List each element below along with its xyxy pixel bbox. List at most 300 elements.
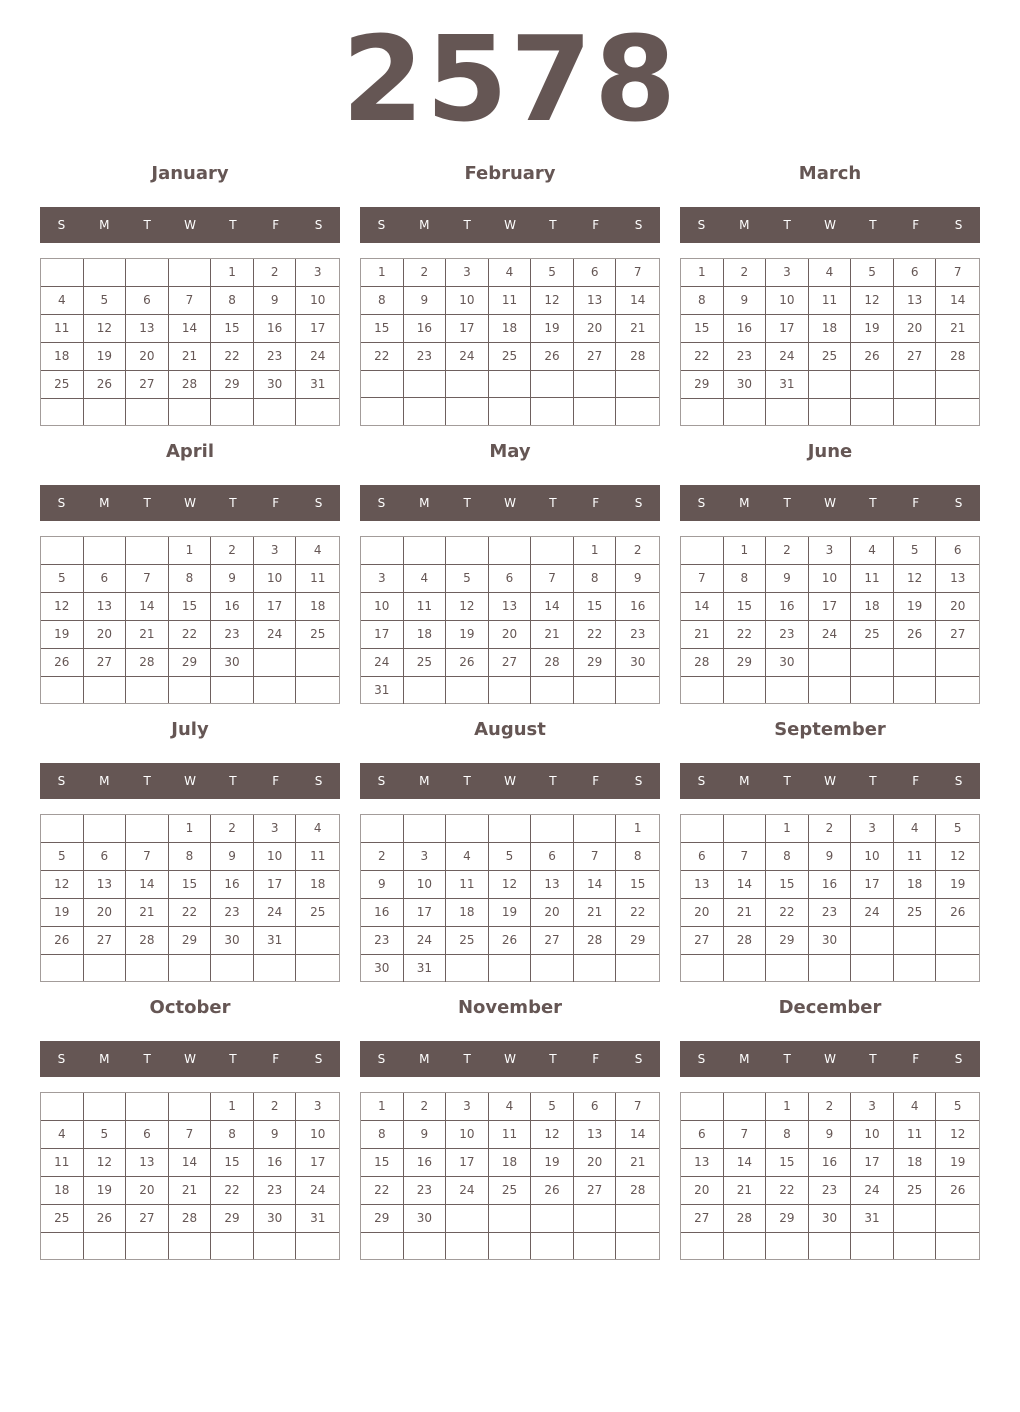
- day-cell: [404, 371, 447, 398]
- day-cell: [681, 1233, 724, 1259]
- day-cell: 12: [489, 871, 532, 899]
- day-cell: 4: [489, 259, 532, 287]
- day-cell: 20: [574, 315, 617, 343]
- weekday-label: F: [272, 1052, 280, 1066]
- day-cell: 1: [616, 815, 659, 843]
- weekday-label: T: [463, 218, 471, 232]
- weekday-label: F: [592, 496, 600, 510]
- day-cell: 25: [41, 371, 84, 399]
- day-cell: 10: [851, 843, 894, 871]
- day-grid: [360, 258, 660, 426]
- weekday-label: M: [99, 774, 110, 788]
- day-cell: [936, 1205, 979, 1233]
- day-cell: 1: [169, 815, 212, 843]
- day-cell: [446, 1233, 489, 1259]
- weekday-label: S: [57, 1052, 66, 1066]
- day-cell: 11: [41, 315, 84, 343]
- weekday-header: [360, 207, 660, 243]
- day-cell: 29: [616, 927, 659, 955]
- day-cell: 30: [254, 1205, 297, 1233]
- day-cell: 7: [574, 843, 617, 871]
- day-cell: 22: [361, 1177, 404, 1205]
- day-cell: [254, 649, 297, 677]
- day-cell: 4: [41, 287, 84, 315]
- weekday-label: F: [912, 774, 920, 788]
- day-cell: 2: [254, 259, 297, 287]
- day-cell: 22: [766, 899, 809, 927]
- day-cell: 4: [41, 1121, 84, 1149]
- month-title: April: [165, 441, 215, 462]
- day-cell: 17: [254, 871, 297, 899]
- weekday-label: T: [229, 1052, 237, 1066]
- day-cell: 25: [809, 343, 852, 371]
- day-cell: 2: [404, 1093, 447, 1121]
- month-title: December: [778, 997, 882, 1018]
- day-cell: 23: [211, 621, 254, 649]
- day-cell: [681, 955, 724, 981]
- day-cell: [574, 815, 617, 843]
- day-cell: 30: [616, 649, 659, 677]
- weekday-label: M: [739, 1052, 750, 1066]
- day-cell: [936, 371, 979, 399]
- day-cell: 5: [851, 259, 894, 287]
- weekday-label: M: [99, 218, 110, 232]
- day-cell: 16: [724, 315, 767, 343]
- day-cell: 5: [936, 1093, 979, 1121]
- day-cell: 6: [489, 565, 532, 593]
- day-cell: 21: [936, 315, 979, 343]
- day-cell: 9: [404, 287, 447, 315]
- day-cell: 6: [531, 843, 574, 871]
- day-cell: 8: [361, 1121, 404, 1149]
- day-cell: [84, 1233, 127, 1259]
- weekday-label: W: [184, 496, 196, 510]
- day-cell: 21: [724, 899, 767, 927]
- month-title: July: [171, 719, 209, 740]
- weekday-label: T: [229, 496, 237, 510]
- day-cell: [254, 399, 297, 425]
- day-cell: 19: [936, 871, 979, 899]
- day-cell: 14: [616, 1121, 659, 1149]
- weekday-label: W: [824, 496, 836, 510]
- day-cell: 31: [766, 371, 809, 399]
- day-cell: [404, 537, 447, 565]
- day-cell: [851, 677, 894, 703]
- day-cell: 7: [169, 1121, 212, 1149]
- weekday-label: T: [869, 496, 877, 510]
- day-cell: [724, 955, 767, 981]
- day-cell: 18: [446, 899, 489, 927]
- day-cell: 2: [616, 537, 659, 565]
- weekday-label: T: [143, 496, 151, 510]
- day-cell: 28: [169, 371, 212, 399]
- day-cell: 27: [894, 343, 937, 371]
- day-cell: 30: [809, 927, 852, 955]
- day-cell: [126, 955, 169, 981]
- day-cell: 24: [446, 1177, 489, 1205]
- day-cell: 22: [766, 1177, 809, 1205]
- day-cell: 20: [531, 899, 574, 927]
- month-title: August: [474, 719, 546, 740]
- day-cell: 31: [851, 1205, 894, 1233]
- day-cell: [936, 649, 979, 677]
- day-cell: 1: [211, 1093, 254, 1121]
- day-cell: [809, 1233, 852, 1259]
- day-cell: [169, 1233, 212, 1259]
- day-cell: [404, 398, 447, 425]
- day-cell: [126, 537, 169, 565]
- day-cell: 24: [446, 343, 489, 371]
- day-cell: 1: [766, 1093, 809, 1121]
- day-cell: 10: [254, 843, 297, 871]
- day-cell: [489, 398, 532, 425]
- day-cell: 22: [361, 343, 404, 371]
- day-cell: 28: [169, 1205, 212, 1233]
- day-cell: 29: [169, 927, 212, 955]
- weekday-label: F: [592, 218, 600, 232]
- day-cell: [84, 815, 127, 843]
- day-cell: 27: [936, 621, 979, 649]
- day-cell: [296, 1233, 339, 1259]
- weekday-label: S: [57, 218, 66, 232]
- day-cell: 9: [361, 871, 404, 899]
- day-cell: 18: [489, 315, 532, 343]
- day-grid: [40, 814, 340, 982]
- day-cell: 10: [766, 287, 809, 315]
- weekday-label: M: [99, 1052, 110, 1066]
- day-cell: 12: [84, 315, 127, 343]
- day-cell: 2: [724, 259, 767, 287]
- day-cell: 24: [766, 343, 809, 371]
- day-cell: 5: [446, 565, 489, 593]
- day-cell: 24: [809, 621, 852, 649]
- day-cell: [489, 371, 532, 398]
- day-cell: 21: [724, 1177, 767, 1205]
- day-cell: [616, 398, 659, 425]
- day-cell: 5: [41, 565, 84, 593]
- day-cell: [809, 955, 852, 981]
- day-cell: [681, 399, 724, 425]
- day-cell: 7: [936, 259, 979, 287]
- day-cell: 27: [126, 1205, 169, 1233]
- day-cell: [531, 1205, 574, 1233]
- day-cell: 23: [809, 899, 852, 927]
- day-cell: [296, 677, 339, 703]
- day-cell: [84, 677, 127, 703]
- day-cell: 26: [531, 343, 574, 371]
- day-cell: [489, 537, 532, 565]
- day-cell: 3: [361, 565, 404, 593]
- day-cell: [894, 677, 937, 703]
- day-cell: 3: [766, 259, 809, 287]
- day-cell: 7: [616, 259, 659, 287]
- day-cell: 20: [894, 315, 937, 343]
- day-cell: [84, 1093, 127, 1121]
- day-cell: 13: [894, 287, 937, 315]
- day-cell: 15: [361, 315, 404, 343]
- day-cell: 3: [404, 843, 447, 871]
- day-cell: 12: [531, 1121, 574, 1149]
- day-cell: 8: [361, 287, 404, 315]
- day-cell: 4: [296, 815, 339, 843]
- weekday-label: F: [272, 496, 280, 510]
- day-cell: 12: [936, 843, 979, 871]
- day-cell: 13: [574, 1121, 617, 1149]
- day-cell: 25: [894, 1177, 937, 1205]
- day-cell: 20: [84, 621, 127, 649]
- day-cell: 27: [531, 927, 574, 955]
- day-cell: [809, 649, 852, 677]
- day-cell: [531, 1233, 574, 1259]
- day-cell: 31: [254, 927, 297, 955]
- day-cell: 15: [724, 593, 767, 621]
- day-cell: 26: [936, 899, 979, 927]
- day-cell: [361, 815, 404, 843]
- day-cell: [489, 1233, 532, 1259]
- day-cell: 2: [766, 537, 809, 565]
- day-cell: [361, 1233, 404, 1259]
- day-cell: [41, 537, 84, 565]
- day-cell: 14: [681, 593, 724, 621]
- day-cell: [84, 537, 127, 565]
- day-cell: 6: [126, 287, 169, 315]
- weekday-label: S: [954, 218, 963, 232]
- day-cell: 5: [84, 287, 127, 315]
- weekday-label: S: [634, 496, 643, 510]
- day-cell: 15: [766, 871, 809, 899]
- day-cell: [574, 371, 617, 398]
- day-cell: [724, 1233, 767, 1259]
- day-cell: [894, 371, 937, 399]
- day-cell: 24: [296, 343, 339, 371]
- day-cell: 17: [851, 871, 894, 899]
- weekday-label: S: [57, 496, 66, 510]
- weekday-label: T: [463, 1052, 471, 1066]
- day-cell: [404, 815, 447, 843]
- day-cell: 4: [894, 1093, 937, 1121]
- day-cell: 27: [84, 927, 127, 955]
- day-cell: 3: [851, 815, 894, 843]
- day-cell: 3: [446, 259, 489, 287]
- day-cell: 14: [574, 871, 617, 899]
- day-cell: 9: [766, 565, 809, 593]
- day-cell: [211, 677, 254, 703]
- day-cell: [936, 399, 979, 425]
- day-cell: [446, 371, 489, 398]
- day-cell: 27: [681, 1205, 724, 1233]
- day-cell: [616, 677, 659, 704]
- day-cell: [296, 927, 339, 955]
- weekday-header: [360, 485, 660, 521]
- weekday-label: T: [869, 1052, 877, 1066]
- day-cell: 21: [681, 621, 724, 649]
- day-cell: 17: [446, 1149, 489, 1177]
- weekday-label: T: [143, 774, 151, 788]
- day-cell: 11: [851, 565, 894, 593]
- day-cell: 21: [169, 343, 212, 371]
- day-cell: [41, 399, 84, 425]
- weekday-header: [680, 763, 980, 799]
- day-cell: 6: [574, 259, 617, 287]
- weekday-label: T: [143, 1052, 151, 1066]
- day-cell: [724, 399, 767, 425]
- weekday-label: M: [99, 496, 110, 510]
- day-cell: 18: [41, 1177, 84, 1205]
- day-cell: 25: [404, 649, 447, 677]
- day-cell: 7: [681, 565, 724, 593]
- day-cell: 14: [616, 287, 659, 315]
- day-cell: 2: [361, 843, 404, 871]
- day-cell: 26: [489, 927, 532, 955]
- day-cell: 15: [766, 1149, 809, 1177]
- weekday-label: T: [143, 218, 151, 232]
- day-cell: 4: [489, 1093, 532, 1121]
- day-cell: [169, 677, 212, 703]
- day-cell: [211, 399, 254, 425]
- day-cell: 4: [851, 537, 894, 565]
- day-cell: 19: [84, 343, 127, 371]
- day-cell: [126, 1093, 169, 1121]
- day-cell: 13: [681, 1149, 724, 1177]
- day-cell: [296, 955, 339, 981]
- weekday-label: S: [57, 774, 66, 788]
- day-cell: [126, 259, 169, 287]
- day-cell: 13: [531, 871, 574, 899]
- weekday-label: S: [314, 218, 323, 232]
- day-cell: 28: [616, 1177, 659, 1205]
- day-cell: 4: [809, 259, 852, 287]
- day-cell: 14: [936, 287, 979, 315]
- day-cell: 21: [126, 621, 169, 649]
- day-cell: [851, 649, 894, 677]
- weekday-label: T: [549, 218, 557, 232]
- day-cell: 8: [616, 843, 659, 871]
- day-grid: [360, 536, 660, 704]
- day-cell: 28: [724, 1205, 767, 1233]
- day-cell: 8: [169, 565, 212, 593]
- day-cell: 28: [126, 927, 169, 955]
- day-cell: [894, 927, 937, 955]
- day-cell: 9: [404, 1121, 447, 1149]
- day-cell: 20: [489, 621, 532, 649]
- day-cell: 6: [84, 843, 127, 871]
- day-cell: 10: [851, 1121, 894, 1149]
- month-title: March: [798, 163, 862, 184]
- day-grid: [360, 1092, 660, 1260]
- day-cell: 12: [41, 871, 84, 899]
- day-cell: 10: [446, 287, 489, 315]
- weekday-label: S: [314, 774, 323, 788]
- day-cell: [851, 1233, 894, 1259]
- day-cell: 7: [531, 565, 574, 593]
- day-cell: [41, 815, 84, 843]
- weekday-label: F: [912, 218, 920, 232]
- weekday-label: T: [229, 218, 237, 232]
- day-cell: 29: [169, 649, 212, 677]
- day-cell: 20: [681, 1177, 724, 1205]
- weekday-label: W: [504, 774, 516, 788]
- day-cell: 9: [254, 1121, 297, 1149]
- weekday-label: S: [634, 218, 643, 232]
- day-cell: 24: [254, 621, 297, 649]
- day-cell: [446, 398, 489, 425]
- day-cell: 4: [404, 565, 447, 593]
- day-cell: 5: [936, 815, 979, 843]
- day-cell: 19: [41, 621, 84, 649]
- day-grid: [680, 536, 980, 704]
- day-cell: 26: [41, 649, 84, 677]
- weekday-header: [680, 1041, 980, 1077]
- day-cell: 11: [894, 843, 937, 871]
- day-cell: [724, 1093, 767, 1121]
- weekday-header: [360, 1041, 660, 1077]
- day-cell: [169, 1093, 212, 1121]
- day-cell: [489, 815, 532, 843]
- day-cell: 11: [446, 871, 489, 899]
- day-cell: 28: [936, 343, 979, 371]
- weekday-label: S: [314, 496, 323, 510]
- day-cell: 24: [404, 927, 447, 955]
- day-cell: 13: [681, 871, 724, 899]
- weekday-label: M: [419, 774, 430, 788]
- day-cell: 17: [361, 621, 404, 649]
- day-cell: 15: [681, 315, 724, 343]
- day-cell: [936, 677, 979, 703]
- day-cell: 29: [361, 1205, 404, 1233]
- day-cell: [616, 1233, 659, 1259]
- day-cell: 29: [574, 649, 617, 677]
- day-cell: 29: [211, 371, 254, 399]
- day-cell: 10: [809, 565, 852, 593]
- day-cell: 14: [169, 1149, 212, 1177]
- day-cell: 15: [616, 871, 659, 899]
- day-cell: 16: [361, 899, 404, 927]
- day-cell: [489, 955, 532, 982]
- day-cell: 28: [126, 649, 169, 677]
- day-cell: [681, 677, 724, 703]
- day-grid: [360, 814, 660, 982]
- weekday-label: S: [954, 774, 963, 788]
- day-cell: [254, 1233, 297, 1259]
- day-cell: 8: [766, 843, 809, 871]
- day-cell: 22: [616, 899, 659, 927]
- day-cell: 23: [361, 927, 404, 955]
- day-cell: 5: [84, 1121, 127, 1149]
- day-cell: [254, 677, 297, 703]
- day-cell: 13: [126, 1149, 169, 1177]
- day-cell: 31: [296, 371, 339, 399]
- day-cell: 13: [84, 593, 127, 621]
- day-cell: 9: [809, 843, 852, 871]
- day-cell: 15: [169, 871, 212, 899]
- day-cell: 29: [681, 371, 724, 399]
- day-cell: [126, 815, 169, 843]
- day-cell: 5: [894, 537, 937, 565]
- day-cell: 6: [84, 565, 127, 593]
- day-cell: 8: [681, 287, 724, 315]
- day-cell: 17: [446, 315, 489, 343]
- day-cell: 17: [809, 593, 852, 621]
- day-cell: 9: [211, 843, 254, 871]
- weekday-label: S: [697, 1052, 706, 1066]
- day-cell: 25: [851, 621, 894, 649]
- day-cell: 6: [681, 843, 724, 871]
- day-cell: 22: [724, 621, 767, 649]
- day-cell: 18: [489, 1149, 532, 1177]
- day-cell: 18: [404, 621, 447, 649]
- weekday-label: S: [377, 496, 386, 510]
- day-cell: 20: [126, 1177, 169, 1205]
